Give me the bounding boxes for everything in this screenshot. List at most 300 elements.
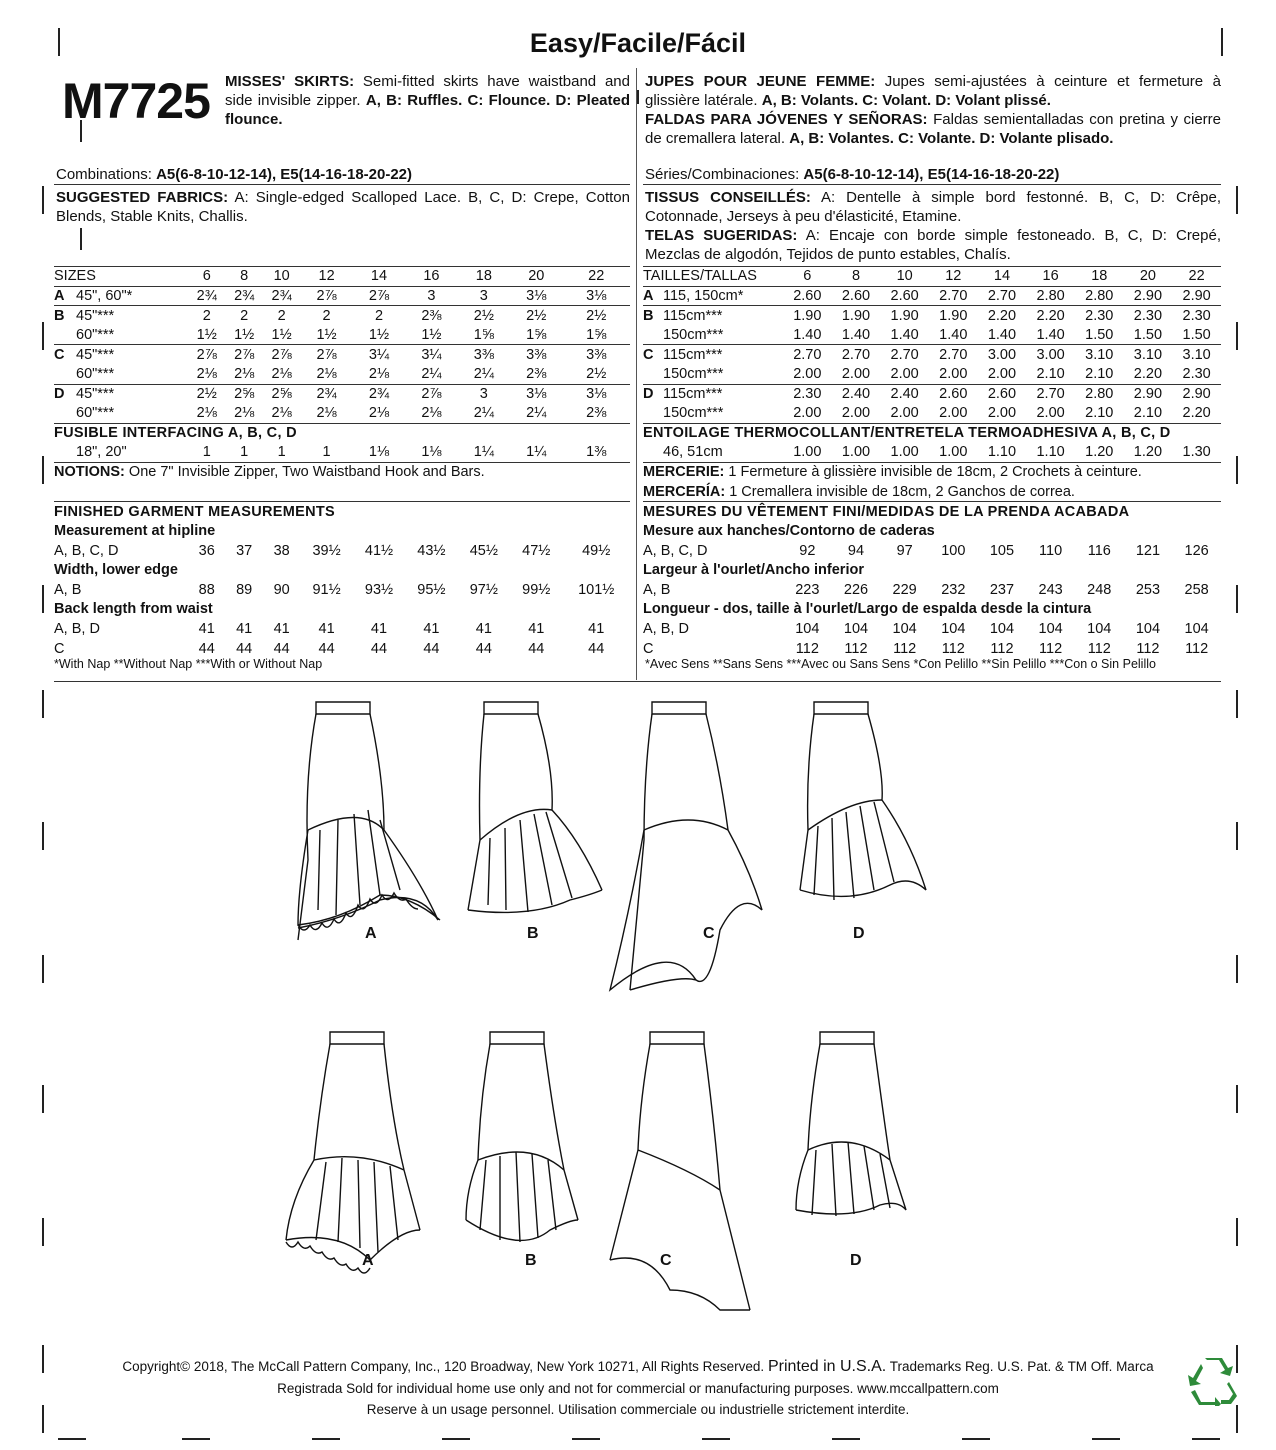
combinations-label-fr: Séries/Combinaciones: [645, 166, 800, 183]
table-cell: 41 [273, 620, 290, 637]
table-cell: 223 [795, 581, 820, 598]
size-header: 10 [880, 267, 929, 287]
table-row [54, 502, 630, 522]
table-row [54, 325, 630, 345]
nap-note-en: *With Nap **Without Nap ***With or Without Nap [54, 657, 323, 671]
table-row [54, 364, 630, 384]
table-cell: 1.90 [783, 306, 832, 326]
size-header: 10 [263, 267, 300, 287]
table-cell: 2⅝ [263, 384, 300, 404]
table-cell: 2.20 [978, 306, 1027, 326]
table-cell: 2.70 [1026, 384, 1075, 404]
table-cell: 2.00 [841, 366, 871, 383]
combinations-value-fr: A5(6-8-10-12-14), E5(14-16-18-20-22) [803, 166, 1060, 183]
difficulty-heading: Easy/Facile/Fácil [529, 28, 747, 58]
view-letter: D [643, 384, 663, 404]
table-cell: 45½ [469, 542, 498, 559]
table-cell: 2⅞ [353, 286, 405, 306]
table-cell: 44 [528, 640, 545, 657]
table-row [54, 600, 630, 620]
fabric-width: 150cm*** [663, 366, 724, 383]
table-row [54, 404, 630, 424]
table-cell: 2.60 [783, 286, 832, 306]
table-cell: 93½ [364, 581, 394, 598]
description-es [645, 110, 1221, 148]
nap-note-fr: *Avec Sens **Sans Sens ***Avec ou Sans Sens *Con Pelillo **Sin Pelillo ***Con o Sin Pelillo [645, 657, 1156, 671]
table-cell: 1.90 [929, 306, 978, 326]
table-cell: 1¼ [473, 444, 494, 461]
table-cell: 95½ [417, 581, 446, 598]
table-cell: 44 [273, 640, 290, 657]
table-cell: 3.10 [1172, 345, 1221, 365]
fabric-width: 115cm*** [663, 306, 783, 326]
table-cell: 1.00 [841, 444, 871, 461]
fabric-width: 46, 51cm [663, 444, 723, 461]
table-cell: 2¾ [263, 286, 300, 306]
size-header: 22 [562, 267, 630, 287]
fabric-width: 45", 60"* [76, 286, 188, 306]
combinations-en [56, 165, 412, 184]
size-header: 14 [978, 267, 1027, 287]
table-cell: 243 [1038, 581, 1063, 598]
es-notions-text: 1 Cremallera invisible de 18cm, 2 Ganchos de correa. [729, 483, 1075, 500]
table-row [54, 580, 630, 600]
copyright-text: Copyright© 2018, The McCall Pattern Company, Inc., 120 Broadway, New York 10271, All Rights Reserved. [122, 1359, 765, 1374]
trademark-text: Trademarks Reg. U.S. Pat. & TM Off. Marca [889, 1359, 1154, 1374]
table-cell: 2 [353, 306, 405, 326]
fabric-width: 115cm*** [663, 384, 783, 404]
table-cell: 1⅝ [473, 326, 494, 343]
table-cell: 44 [236, 640, 253, 657]
skirt-front-a [298, 702, 440, 940]
size-header: 22 [1172, 267, 1221, 287]
table-cell: 2.00 [841, 405, 871, 422]
table-cell: 104 [1135, 620, 1161, 637]
table-cell: 112 [893, 640, 917, 657]
table-cell: 43½ [417, 542, 446, 559]
table-cell: 2½ [586, 366, 607, 383]
table-row [643, 443, 1221, 463]
table-cell: 2⅛ [421, 405, 442, 422]
table-cell: 112 [1087, 640, 1111, 657]
table-cell: 110 [1039, 542, 1063, 559]
table-cell: 112 [941, 640, 965, 657]
table-row [54, 306, 630, 326]
back-length-title: Back length from waist [54, 601, 213, 618]
row-label: C [54, 640, 65, 657]
sizes-header: SIZES [54, 267, 188, 287]
table-cell: 1.40 [1036, 326, 1065, 343]
lower-edge-title: Largeur à l'ourlet/Ancho inferior [643, 562, 864, 579]
view-letter: A [54, 286, 76, 306]
table-cell: 3 [458, 286, 510, 306]
table-row [643, 619, 1221, 639]
table-cell: 1.00 [793, 444, 822, 461]
table-cell: 1 [240, 444, 249, 461]
table-cell: 1.10 [987, 444, 1017, 461]
table-cell: 41 [370, 620, 388, 637]
skirt-front-b [468, 702, 602, 912]
description-en [225, 72, 630, 129]
table-row [643, 639, 1221, 659]
table-cell: 1.50 [1133, 326, 1163, 343]
view-label-front-d: D [853, 925, 865, 942]
table-cell: 1.10 [1036, 444, 1065, 461]
table-cell: 2⅛ [368, 366, 390, 383]
table-cell: 2.20 [1026, 306, 1075, 326]
table-cell: 89 [236, 581, 253, 598]
table-row [643, 404, 1221, 424]
table-cell: 2.00 [987, 405, 1017, 422]
table-cell: 2¾ [188, 286, 225, 306]
view-letter: C [54, 345, 76, 365]
table-cell: 2½ [562, 306, 630, 326]
es-fabrics-title: TELAS SUGERIDAS: [645, 227, 798, 244]
table-cell: 91½ [312, 581, 341, 598]
notions-es [643, 482, 1221, 502]
table-row [54, 541, 630, 561]
table-cell: 2½ [188, 384, 225, 404]
printed-in-text: Printed in U.S.A. [767, 1358, 887, 1375]
table-row [54, 482, 630, 502]
table-cell: 2⅛ [316, 366, 337, 383]
table-cell: 44 [475, 640, 492, 657]
fabric-width: 60"*** [76, 405, 115, 422]
table-cell: 112 [1136, 640, 1160, 657]
table-cell: 44 [423, 640, 440, 657]
table-cell: 1.20 [1085, 444, 1114, 461]
table-cell: 2.70 [929, 345, 978, 365]
size-header: 12 [300, 267, 352, 287]
table-cell: 2.30 [1075, 306, 1124, 326]
table-row [643, 462, 1221, 482]
view-label-front-b: B [527, 925, 539, 942]
table-cell: 2.90 [1124, 384, 1173, 404]
table-cell: 2.90 [1124, 286, 1173, 306]
table-cell: 39½ [312, 542, 341, 559]
table-cell: 92 [799, 542, 816, 559]
fabrics-es [645, 226, 1221, 264]
fabrics-en [56, 188, 630, 226]
table-row [54, 267, 630, 287]
table-cell: 41 [475, 620, 492, 637]
table-cell: 116 [1087, 542, 1111, 559]
skirt-back-b [466, 1032, 578, 1242]
table-row [643, 482, 1221, 502]
table-row [643, 423, 1221, 443]
size-header: 20 [1124, 267, 1173, 287]
view-letter [643, 404, 663, 424]
table-cell: 1.90 [832, 306, 881, 326]
table-row [643, 600, 1221, 620]
table-cell: 104 [1038, 620, 1063, 637]
table-cell: 1.40 [987, 326, 1017, 343]
yardage-table-en [54, 266, 630, 658]
table-cell: 1.40 [793, 326, 822, 343]
table-cell: 112 [1185, 640, 1209, 657]
table-cell: 1⅛ [421, 444, 442, 461]
table-cell: 2⅞ [405, 384, 457, 404]
table-cell: 104 [989, 620, 1015, 637]
table-cell: 41 [588, 620, 605, 637]
table-cell: 3⅛ [510, 286, 562, 306]
table-cell: 3⅜ [510, 345, 562, 365]
table-cell: 2⅝ [225, 384, 262, 404]
notions-title: NOTIONS: [54, 464, 125, 481]
table-row [54, 423, 630, 443]
table-cell: 2½ [458, 306, 510, 326]
table-cell: 2 [263, 306, 300, 326]
table-cell [643, 443, 663, 463]
table-row [643, 384, 1221, 404]
row-label: A, B, D [643, 620, 689, 637]
table-cell: 1 [277, 444, 286, 461]
fabric-width: 45"*** [76, 306, 188, 326]
table-cell: 237 [989, 581, 1015, 598]
table-cell: 2⅞ [300, 286, 352, 306]
table-cell: 38 [273, 542, 290, 559]
lower-edge-title: Width, lower edge [54, 562, 178, 579]
finished-measurements-title: FINISHED GARMENT MEASUREMENTS [54, 502, 630, 522]
table-cell: 2.40 [832, 384, 881, 404]
table-cell: 3⅛ [562, 286, 630, 306]
fabric-width: 115, 150cm* [663, 286, 783, 306]
table-row [54, 619, 630, 639]
table-cell: 2.00 [793, 405, 822, 422]
table-cell: 2.00 [987, 366, 1017, 383]
table-cell: 2⅞ [188, 345, 225, 365]
table-cell: 2.90 [1172, 384, 1221, 404]
fabric-width: 150cm*** [663, 326, 724, 343]
table-row [643, 286, 1221, 306]
table-row [643, 345, 1221, 365]
table-cell: 41 [423, 620, 440, 637]
size-header: 6 [188, 267, 225, 287]
table-cell: 121 [1135, 542, 1161, 559]
fr-description-title: JUPES POUR JEUNE FEMME: [645, 73, 876, 90]
table-cell: 41½ [364, 542, 394, 559]
row-label: A, B [643, 581, 671, 598]
table-cell: 2⅛ [196, 366, 217, 383]
table-cell: 2.00 [890, 366, 919, 383]
table-cell: 1½ [421, 326, 442, 343]
fr-description-text: Jupes semi-ajustées à ceinture et fermeture à glissière latérale. [645, 73, 1221, 109]
table-cell: 3.10 [1124, 345, 1173, 365]
table-cell [54, 482, 630, 502]
table-cell: 2.80 [1075, 384, 1124, 404]
table-cell: 1.50 [1182, 326, 1211, 343]
table-cell: 104 [1087, 620, 1112, 637]
table-cell: 112 [990, 640, 1014, 657]
table-row [54, 286, 630, 306]
fabric-width: 18", 20" [76, 444, 127, 461]
es-description-views: A, B: Volantes. C: Volante. D: Volante plisado. [789, 130, 1114, 147]
table-row [643, 560, 1221, 580]
skirt-front-c [610, 702, 762, 990]
table-cell: 3⅛ [510, 384, 562, 404]
table-cell: 2.10 [1133, 405, 1163, 422]
table-cell: 3⅛ [562, 384, 630, 404]
table-cell: 2.80 [1026, 286, 1075, 306]
table-cell: 44 [370, 640, 388, 657]
table-row [54, 639, 630, 659]
description-title: MISSES' SKIRTS: [225, 73, 355, 90]
table-cell: 2¾ [300, 384, 352, 404]
combinations-value: A5(6-8-10-12-14), E5(14-16-18-20-22) [156, 166, 413, 183]
table-cell: 248 [1087, 581, 1112, 598]
table-cell: 2.60 [832, 286, 881, 306]
finished-measurements-title: MESURES DU VÊTEMENT FINI/MEDIDAS DE LA PRENDA ACABADA [643, 502, 1221, 522]
row-label: C [643, 640, 654, 657]
fabrics-fr [645, 188, 1221, 226]
table-cell: 101½ [578, 581, 615, 598]
table-cell: 2⅛ [368, 405, 390, 422]
table-cell: 1⅝ [526, 326, 547, 343]
table-cell: 253 [1135, 581, 1161, 598]
size-header: 12 [929, 267, 978, 287]
hipline-title: Measurement at hipline [54, 523, 216, 540]
size-header: 8 [225, 267, 262, 287]
table-cell: 112 [795, 640, 819, 657]
view-label-back-d: D [850, 1252, 862, 1269]
fr-fabrics-text: A: Dentelle à simple bord festonné. B, C, D: Crêpe, Cotonnade, Jerseys à peu d'élasticité, Etamine. [645, 189, 1222, 225]
yardage-table-fr [643, 266, 1221, 658]
combinations-fr [645, 165, 1059, 184]
table-cell: 2.00 [939, 405, 968, 422]
table-cell: 3¼ [405, 345, 457, 365]
table-cell: 3.10 [1075, 345, 1124, 365]
table-cell: 2⅛ [316, 405, 337, 422]
fabric-width: 45"*** [76, 384, 188, 404]
table-cell: 100 [941, 542, 966, 559]
table-row [54, 384, 630, 404]
table-cell: 36 [198, 542, 215, 559]
table-row [643, 502, 1221, 522]
fabric-width: 45"*** [76, 345, 188, 365]
size-header: 6 [783, 267, 832, 287]
table-cell: 1¼ [526, 444, 547, 461]
table-cell: 2.60 [880, 286, 929, 306]
view-letter [54, 325, 76, 345]
table-cell: 105 [989, 542, 1015, 559]
table-cell: 2.00 [939, 366, 968, 383]
interfacing-title: FUSIBLE INTERFACING A, B, C, D [54, 423, 630, 443]
table-cell: 2.70 [783, 345, 832, 365]
table-cell: 3 [405, 286, 457, 306]
skirt-back-d [796, 1032, 906, 1216]
table-cell: 47½ [522, 542, 551, 559]
table-cell: 2⅛ [234, 366, 255, 383]
notions-text: One 7" Invisible Zipper, Two Waistband Hook and Bars. [128, 464, 485, 481]
view-letter: D [54, 384, 76, 404]
table-cell: 2.70 [978, 286, 1027, 306]
table-cell: 2¼ [473, 405, 494, 422]
table-row [643, 267, 1221, 287]
table-cell: 2.70 [832, 345, 881, 365]
table-cell: 1½ [316, 326, 337, 343]
table-cell: 2.80 [1075, 286, 1124, 306]
table-cell: 126 [1184, 542, 1209, 559]
table-cell: 41 [198, 620, 215, 637]
table-cell: 2⅛ [196, 405, 217, 422]
skirt-back-a [286, 1032, 420, 1273]
combinations-label: Combinations: [56, 166, 152, 183]
table-row [54, 345, 630, 365]
table-row [54, 462, 630, 482]
table-cell: 229 [892, 581, 917, 598]
size-header: 18 [458, 267, 510, 287]
fabrics-title: SUGGESTED FABRICS: [56, 189, 229, 206]
table-cell: 44 [318, 640, 335, 657]
table-row [54, 521, 630, 541]
table-row [54, 560, 630, 580]
table-cell: 88 [198, 581, 215, 598]
table-cell: 2⅞ [300, 345, 352, 365]
table-cell: 2.90 [1172, 286, 1221, 306]
table-cell: 2⅞ [263, 345, 300, 365]
table-cell: 3¼ [353, 345, 405, 365]
table-cell: 2.00 [793, 366, 822, 383]
table-cell: 232 [941, 581, 966, 598]
table-cell: 2.10 [1085, 366, 1114, 383]
skirt-front-d [800, 702, 926, 900]
view-label-back-b: B [525, 1252, 537, 1269]
footer-line-3: Reserve à un usage personnel. Utilisation commerciale ou industrielle strictement interdite. [366, 1402, 910, 1417]
table-cell: 1.00 [939, 444, 968, 461]
table-cell: 1½ [271, 326, 292, 343]
fr-notions-text: 1 Fermeture à glissière invisible de 18cm, 2 Crochets à ceinture. [728, 464, 1142, 481]
table-cell: 2¼ [421, 366, 442, 383]
table-cell: 258 [1184, 581, 1209, 598]
table-cell: 1.00 [890, 444, 919, 461]
es-description-text: Faldas semientalladas con pretina y cierre de cremallera lateral. [645, 111, 1221, 147]
hipline-title: Mesure aux hanches/Contorno de caderas [643, 523, 935, 540]
table-cell: 1.40 [890, 326, 919, 343]
fabric-width: 150cm*** [663, 405, 724, 422]
fabrics-text: A: Single-edged Scalloped Lace. B, C, D: Crepe, Cotton Blends, Stable Knits, Challis. [56, 189, 630, 225]
table-cell: 90 [273, 581, 290, 598]
view-letter: B [54, 306, 76, 326]
es-description-title: FALDAS PARA JÓVENES Y SEÑORAS: [645, 111, 928, 128]
view-letter [643, 364, 663, 384]
interfacing-title: ENTOILAGE THERMOCOLLANT/ENTRETELA TERMOADHESIVA A, B, C, D [643, 423, 1221, 443]
size-header: 16 [1026, 267, 1075, 287]
table-cell: 2⅜ [405, 306, 457, 326]
table-cell: 1.40 [939, 326, 968, 343]
table-cell: 1.40 [841, 326, 871, 343]
recycle-icon [1185, 1356, 1241, 1406]
table-cell: 1½ [234, 326, 255, 343]
table-cell: 3 [458, 384, 510, 404]
table-cell: 41 [236, 620, 253, 637]
table-cell: 97½ [469, 581, 498, 598]
description-views: A, B: Ruffles. C: Flounce. D: Pleated flounce. [225, 92, 631, 128]
table-cell: 1 [202, 444, 211, 461]
table-cell: 2⅛ [234, 405, 255, 422]
sizes-header: TAILLES/TALLAS [643, 267, 783, 287]
table-cell: 1 [322, 444, 331, 461]
view-letter: C [643, 345, 663, 365]
table-cell: 2.30 [783, 384, 832, 404]
view-letter [643, 325, 663, 345]
table-cell: 2.30 [1172, 306, 1221, 326]
table-cell: 94 [847, 542, 865, 559]
table-cell: 2¼ [473, 366, 494, 383]
table-cell: 49½ [582, 542, 611, 559]
table-cell: 1⅛ [368, 444, 390, 461]
table-cell: 1⅜ [586, 444, 607, 461]
view-letter: A [643, 286, 663, 306]
